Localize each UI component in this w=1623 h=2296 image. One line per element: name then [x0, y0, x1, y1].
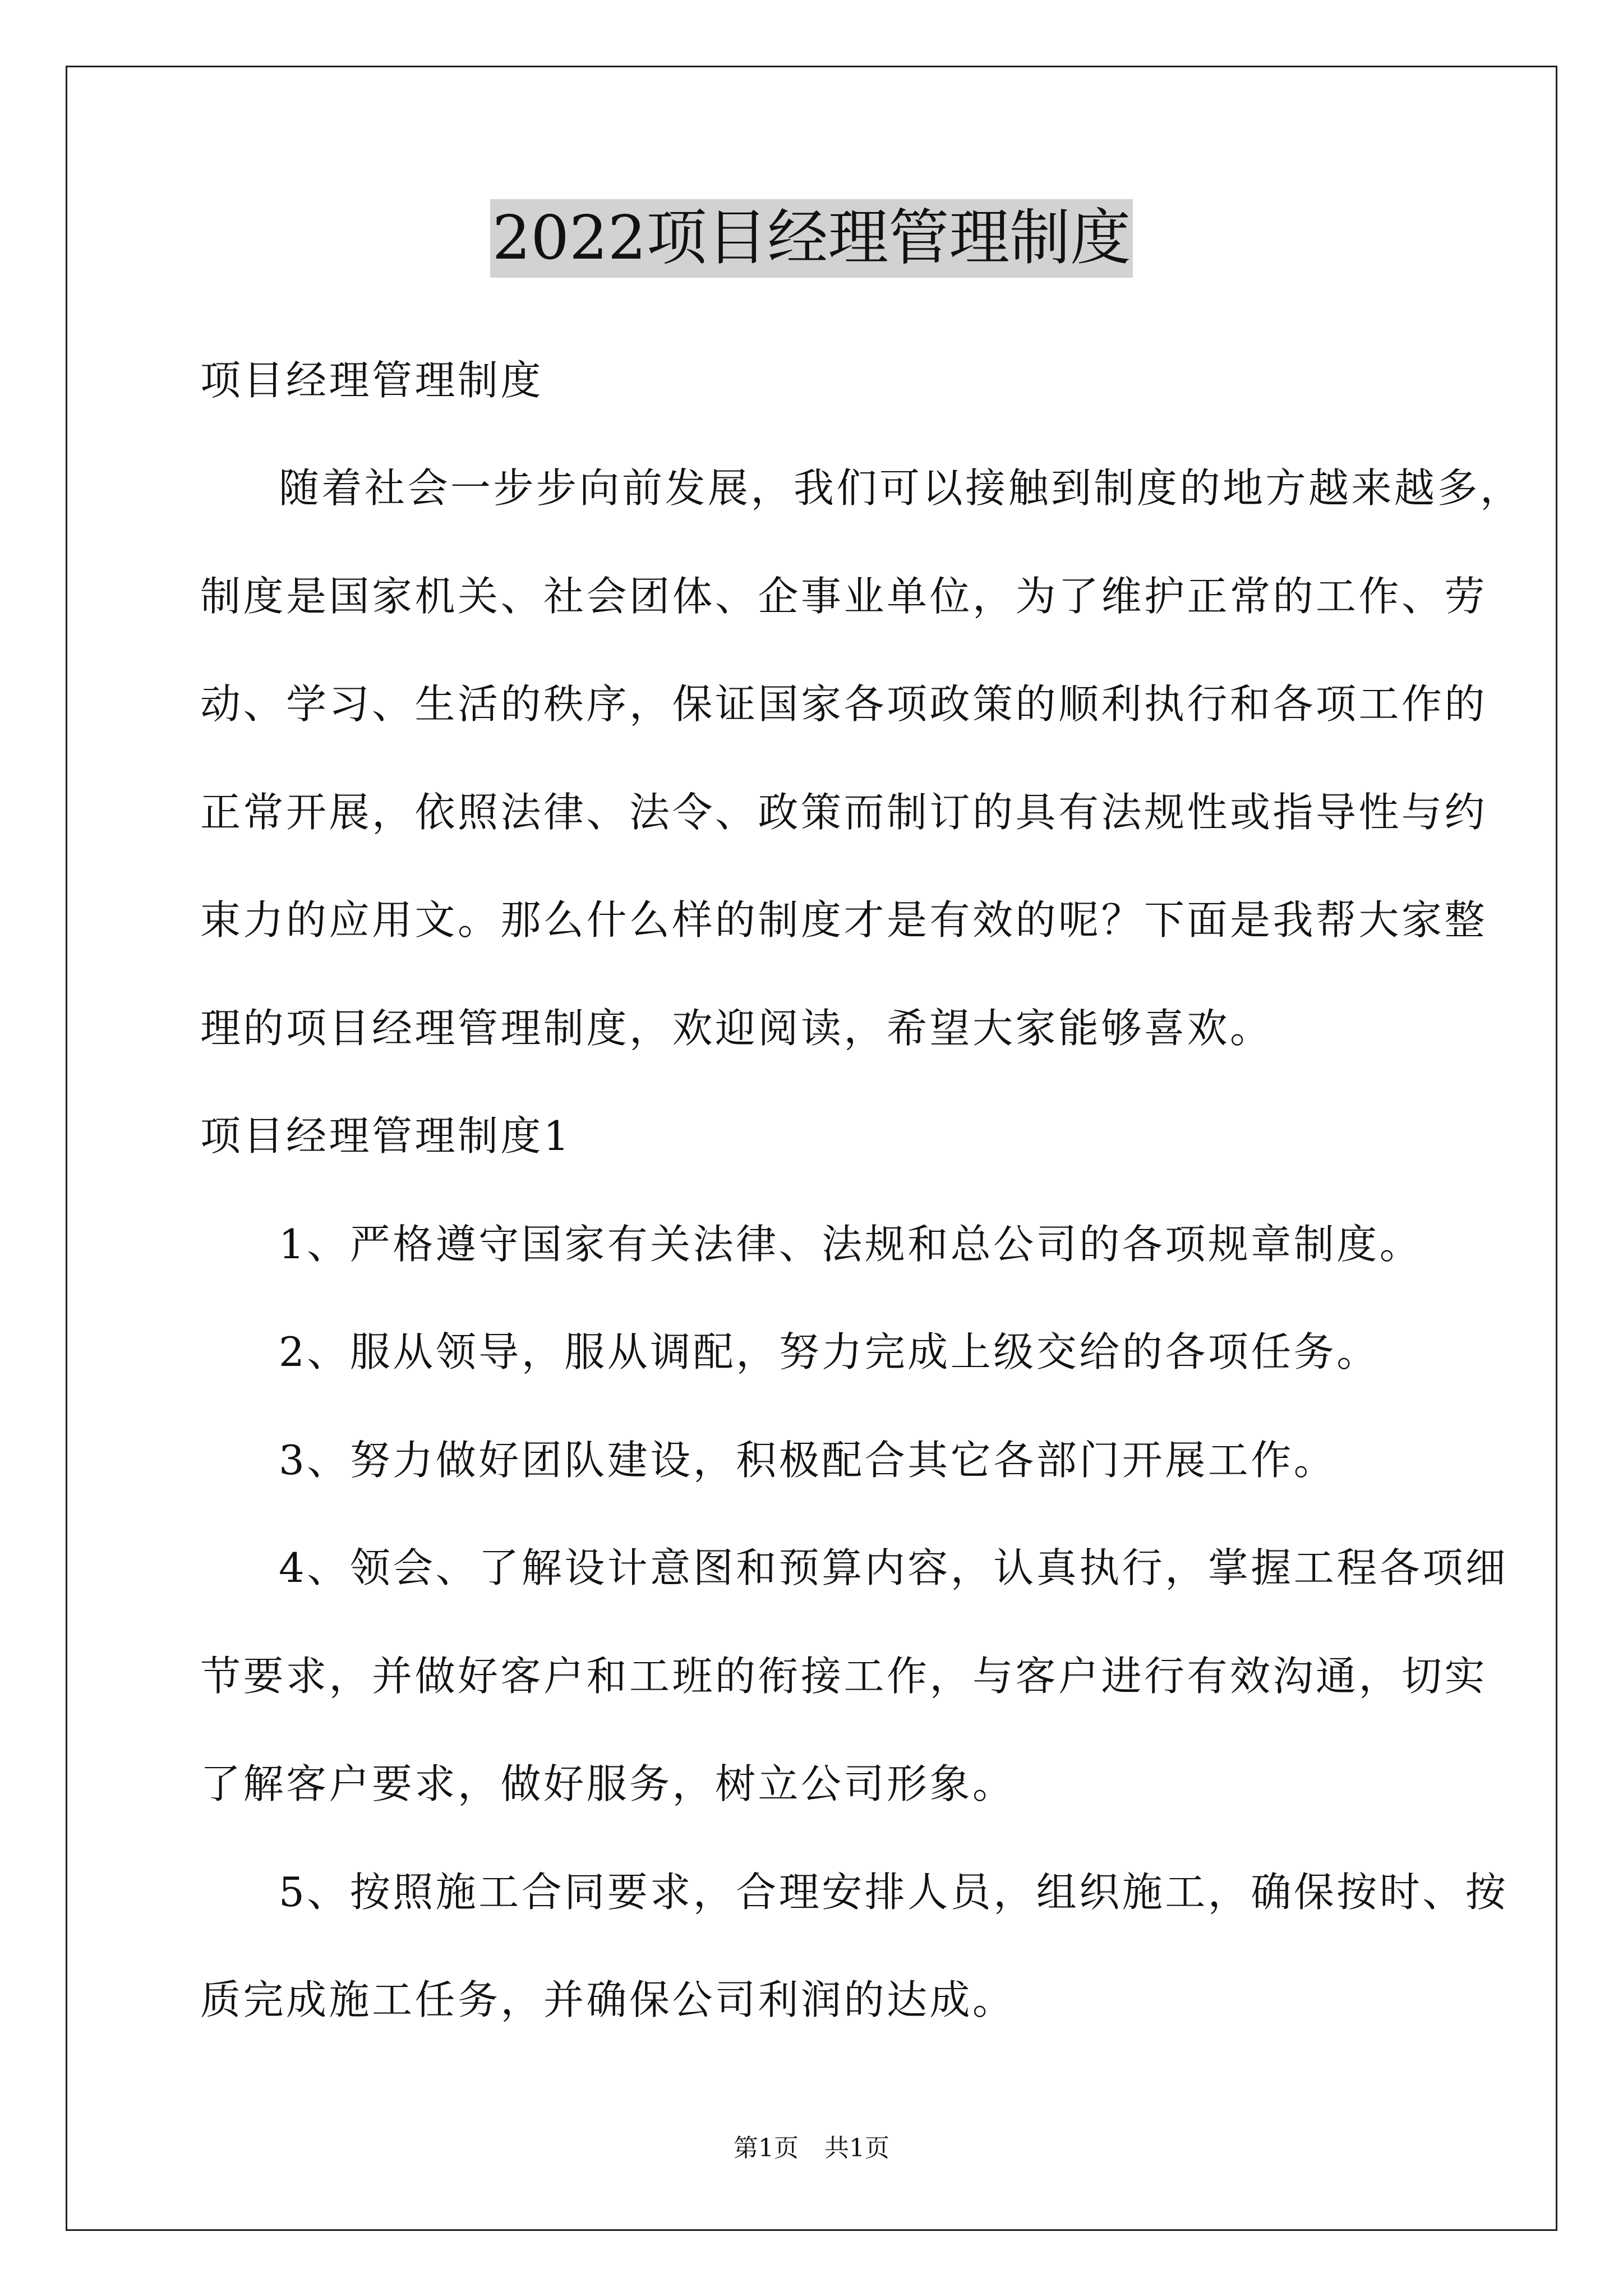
list-item-line: 2、服从领导，服从调配，努力完成上级交给的各项任务。: [279, 1328, 1380, 1375]
page-number: 第1页: [734, 2134, 799, 2162]
document-title: 2022项目经理管理制度: [490, 199, 1133, 278]
title-container: [0, 199, 1623, 278]
list-item-line: 节要求，并做好客户和工班的衔接工作，与客户进行有效沟通，切实: [200, 1653, 1488, 1700]
list-item-line: 质完成施工任务，并确保公司利润的达成。: [200, 1976, 1016, 2023]
page-total: 共1页: [824, 2134, 889, 2162]
paragraph-line: 束力的应用文。那么什么样的制度才是有效的呢？下面是我帮大家整: [200, 896, 1488, 944]
list-item-line: 1、严格遵守国家有关法律、法规和总公司的各项规章制度。: [279, 1221, 1423, 1268]
paragraph-line: 正常开展，依照法律、法令、政策而制订的具有法规性或指导性与约: [200, 789, 1488, 836]
paragraph-line: 动、学习、生活的秩序，保证国家各项政策的顺利执行和各项工作的: [200, 680, 1488, 728]
subtitle-line: 项目经理管理制度: [200, 357, 544, 404]
list-item-line: 4、领会、了解设计意图和预算内容，认真执行，掌握工程各项细: [279, 1544, 1509, 1591]
page-footer: [0, 2132, 1623, 2165]
list-item-line: 3、努力做好团队建设，积极配合其它各部门开展工作。: [279, 1437, 1337, 1484]
paragraph-line: 制度是国家机关、社会团体、企事业单位，为了维护正常的工作、劳: [200, 573, 1488, 620]
list-item-line: 5、按照施工合同要求，合理安排人员，组织施工，确保按时、按: [279, 1869, 1509, 1916]
paragraph-line: 理的项目经理管理制度，欢迎阅读，希望大家能够喜欢。: [200, 1005, 1273, 1052]
list-item-line: 了解客户要求，做好服务，树立公司形象。: [200, 1760, 1016, 1807]
paragraph-line: 随着社会一步步向前发展，我们可以接触到制度的地方越来越多，: [279, 464, 1523, 512]
section-heading: 项目经理管理制度1: [200, 1112, 572, 1159]
